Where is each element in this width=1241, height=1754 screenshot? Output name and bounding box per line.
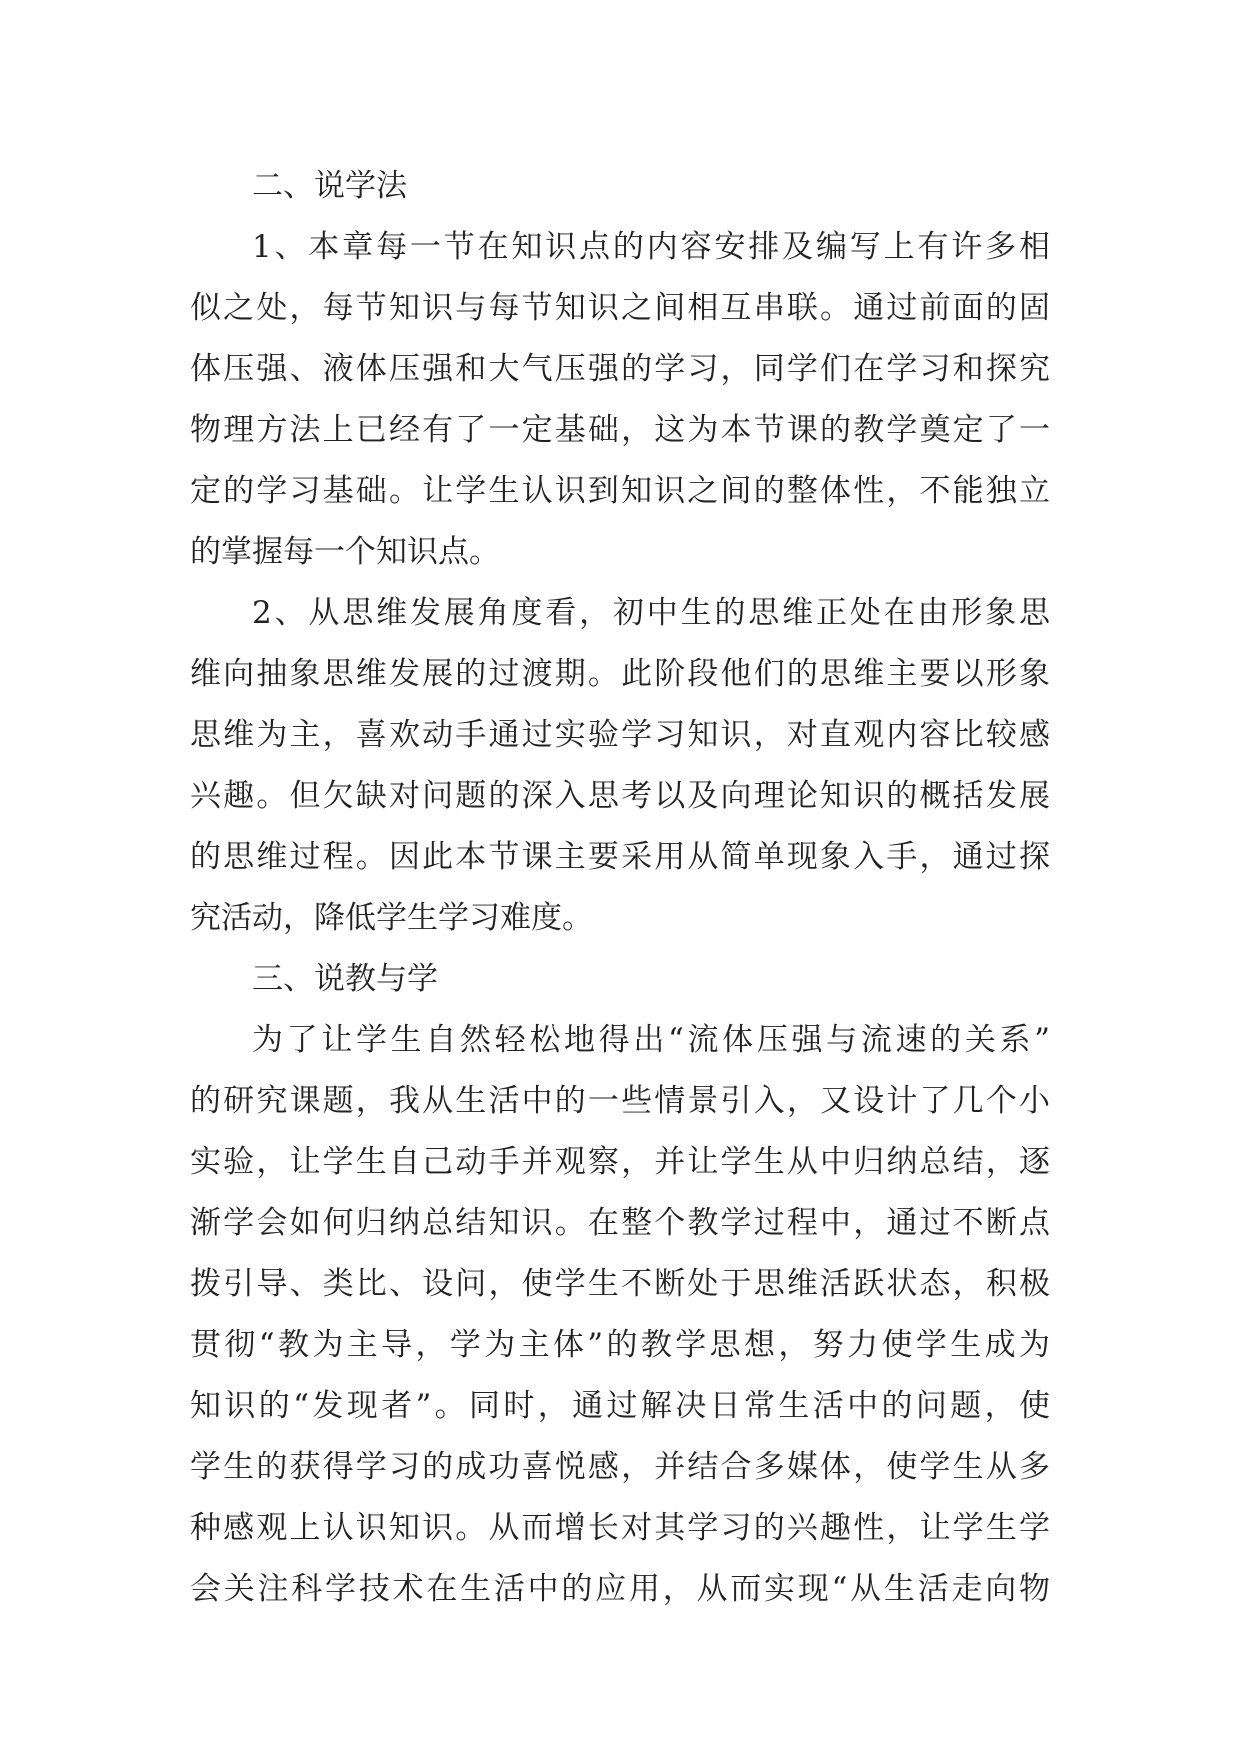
paragraph-line: 的研究课题，我从生活中的一些情景引入，又设计了几个小	[190, 1083, 1050, 1119]
paragraph-line: 体压强、液体压强和大气压强的学习，同学们在学习和探究	[190, 351, 1050, 387]
paragraph-line: 拨引导、类比、设问，使学生不断处于思维活跃状态，积极	[190, 1266, 1050, 1302]
paragraph-line: 为了让学生自然轻松地得出“流体压强与流速的关系”	[252, 1022, 1050, 1058]
paragraph-line: 物理方法上已经有了一定基础，这为本节课的教学奠定了一	[190, 412, 1050, 448]
paragraph-1	[190, 217, 1050, 583]
section-heading-teaching-and-learning: 三、说教与学	[252, 961, 438, 997]
paragraph-line: 知识的“发现者”。同时，通过解决日常生活中的问题，使	[190, 1388, 1050, 1424]
paragraph-line: 实验，让学生自己动手并观察，并让学生从中归纳总结，逐	[190, 1144, 1050, 1180]
paragraph-line: 思维为主，喜欢动手通过实验学习知识，对直观内容比较感	[190, 717, 1050, 753]
paragraph-line: 维向抽象思维发展的过渡期。此阶段他们的思维主要以形象	[190, 656, 1050, 692]
paragraph-line: 的掌握每一个知识点。	[190, 534, 500, 570]
paragraph-line: 定的学习基础。让学生认识到知识之间的整体性，不能独立	[190, 473, 1050, 509]
section-heading-study-method: 二、说学法	[252, 168, 407, 204]
paragraph-line: 种感观上认识知识。从而增长对其学习的兴趣性，让学生学	[190, 1510, 1050, 1546]
document-page	[190, 156, 1050, 1620]
paragraph-line: 究活动，降低学生学习难度。	[190, 900, 593, 936]
paragraph-2	[190, 583, 1050, 949]
paragraph-line: 的思维过程。因此本节课主要采用从简单现象入手，通过探	[190, 839, 1050, 875]
paragraph-line: 1、本章每一节在知识点的内容安排及编写上有许多相	[252, 229, 1050, 265]
paragraph-line: 会关注科学技术在生活中的应用，从而实现“从生活走向物	[190, 1571, 1050, 1607]
paragraph-line: 兴趣。但欠缺对问题的深入思考以及向理论知识的概括发展	[190, 778, 1050, 814]
paragraph-line: 渐学会如何归纳总结知识。在整个教学过程中，通过不断点	[190, 1205, 1050, 1241]
paragraph-line: 学生的获得学习的成功喜悦感，并结合多媒体，使学生从多	[190, 1449, 1050, 1485]
paragraph-line: 贯彻“教为主导，学为主体”的教学思想，努力使学生成为	[190, 1327, 1050, 1363]
paragraph-line: 似之处，每节知识与每节知识之间相互串联。通过前面的固	[190, 290, 1050, 326]
paragraph-3	[190, 1010, 1050, 1620]
paragraph-line: 2、从思维发展角度看，初中生的思维正处在由形象思	[252, 595, 1050, 631]
